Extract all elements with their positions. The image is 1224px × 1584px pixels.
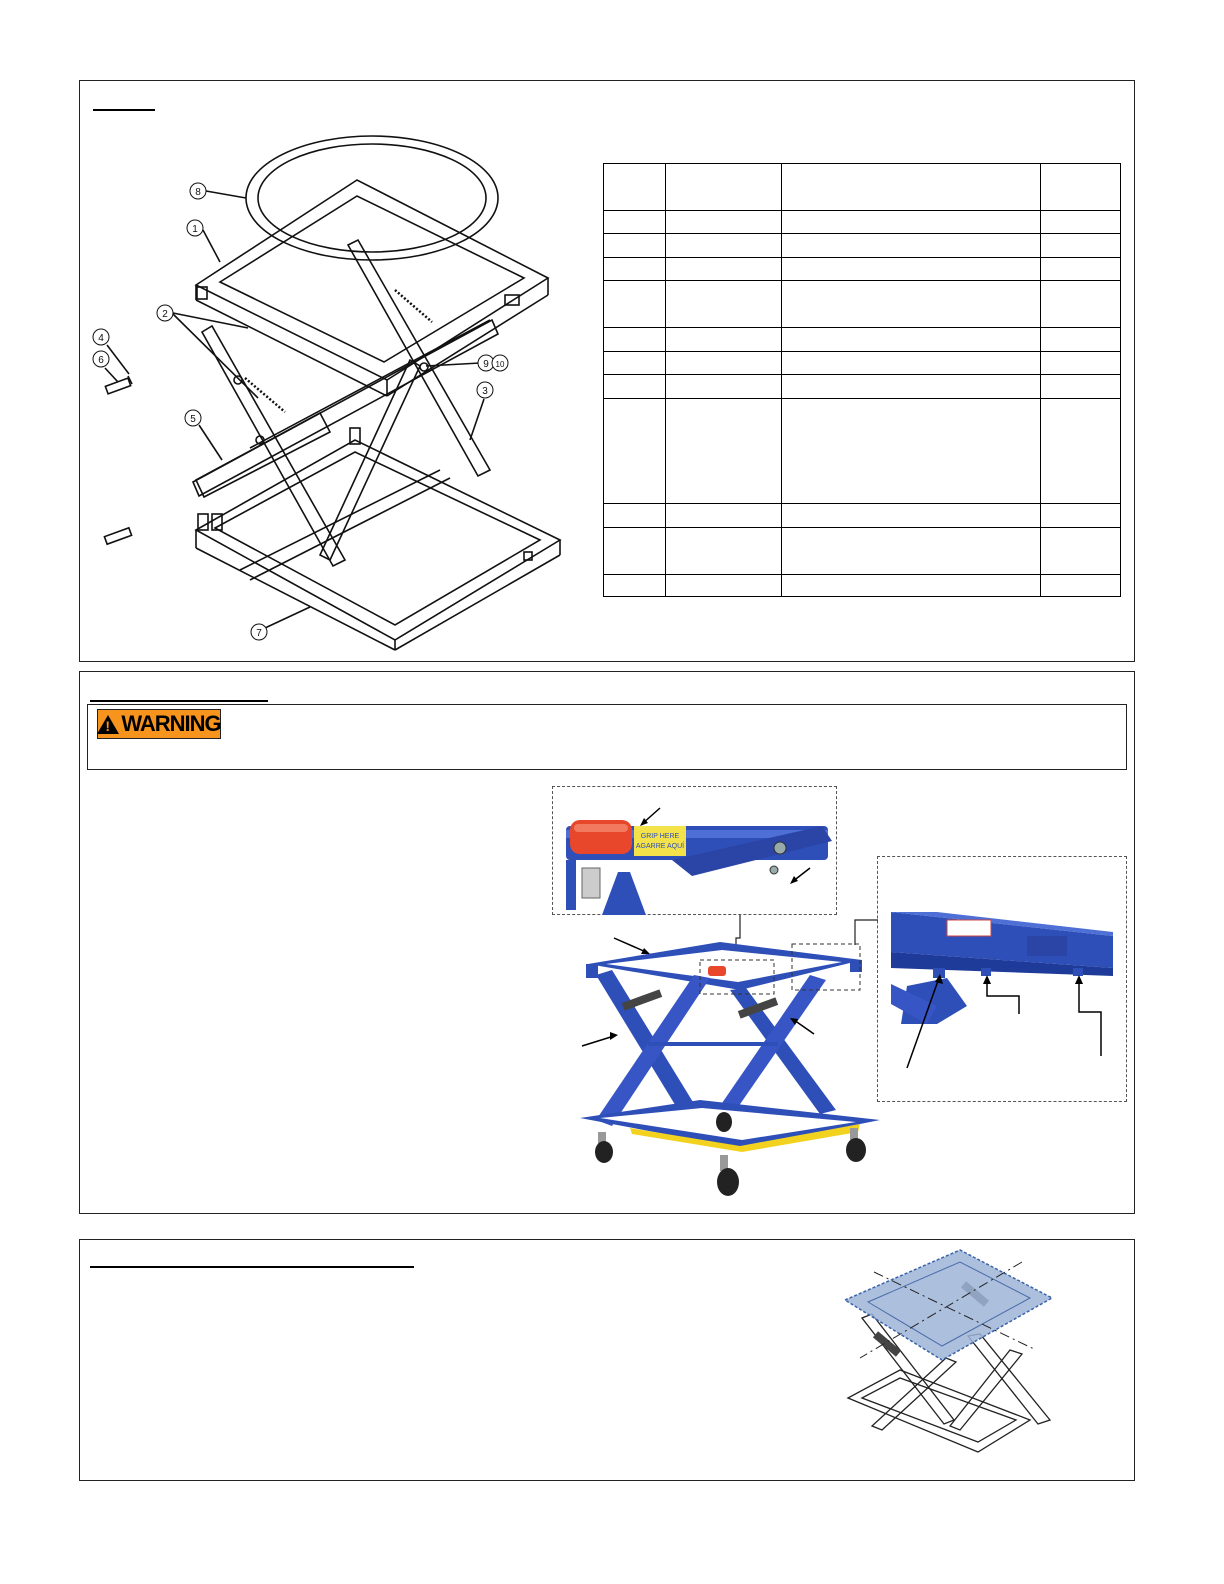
parts-heading-underline [93, 109, 155, 111]
table-row [604, 352, 1121, 375]
callout-2-label: 2 [162, 309, 168, 320]
table-row [604, 211, 1121, 234]
table-row [604, 375, 1121, 399]
table-row [604, 234, 1121, 258]
sticker-line-2: AGARRE AQUÍ [635, 843, 685, 850]
parts-table-header [604, 164, 1121, 211]
platform-drawing [838, 1248, 1048, 1468]
callout-10-label: 10 [495, 360, 505, 369]
parts-table [603, 163, 1121, 597]
callout-9-label: 9 [483, 359, 489, 370]
warning-badge [97, 709, 221, 739]
scissor-cart-photo [576, 932, 866, 1202]
exploded-view-drawing [90, 120, 590, 660]
platform-heading-underline [90, 1266, 414, 1268]
warning-label: WARNING [121, 711, 221, 736]
warning-box [87, 704, 1127, 770]
handle-detail-photo [552, 786, 837, 915]
table-row [604, 399, 1121, 504]
table-row [604, 504, 1121, 528]
callout-4-label: 4 [98, 333, 104, 344]
table-row [604, 528, 1121, 575]
warning-triangle-icon [97, 715, 119, 734]
callout-8-label: 8 [195, 187, 201, 198]
sticker-line-1: GRIP HERE [640, 833, 680, 840]
table-row [604, 575, 1121, 597]
operation-heading-underline [90, 700, 268, 702]
callout-1-label: 1 [192, 224, 198, 235]
table-row [604, 281, 1121, 328]
callout-7-label: 7 [256, 628, 262, 639]
callout-5-label: 5 [190, 414, 196, 425]
rail-detail-photo [877, 856, 1127, 1102]
table-row [604, 328, 1121, 352]
callout-6-label: 6 [98, 355, 104, 366]
callout-3-label: 3 [482, 386, 488, 397]
table-row [604, 258, 1121, 281]
